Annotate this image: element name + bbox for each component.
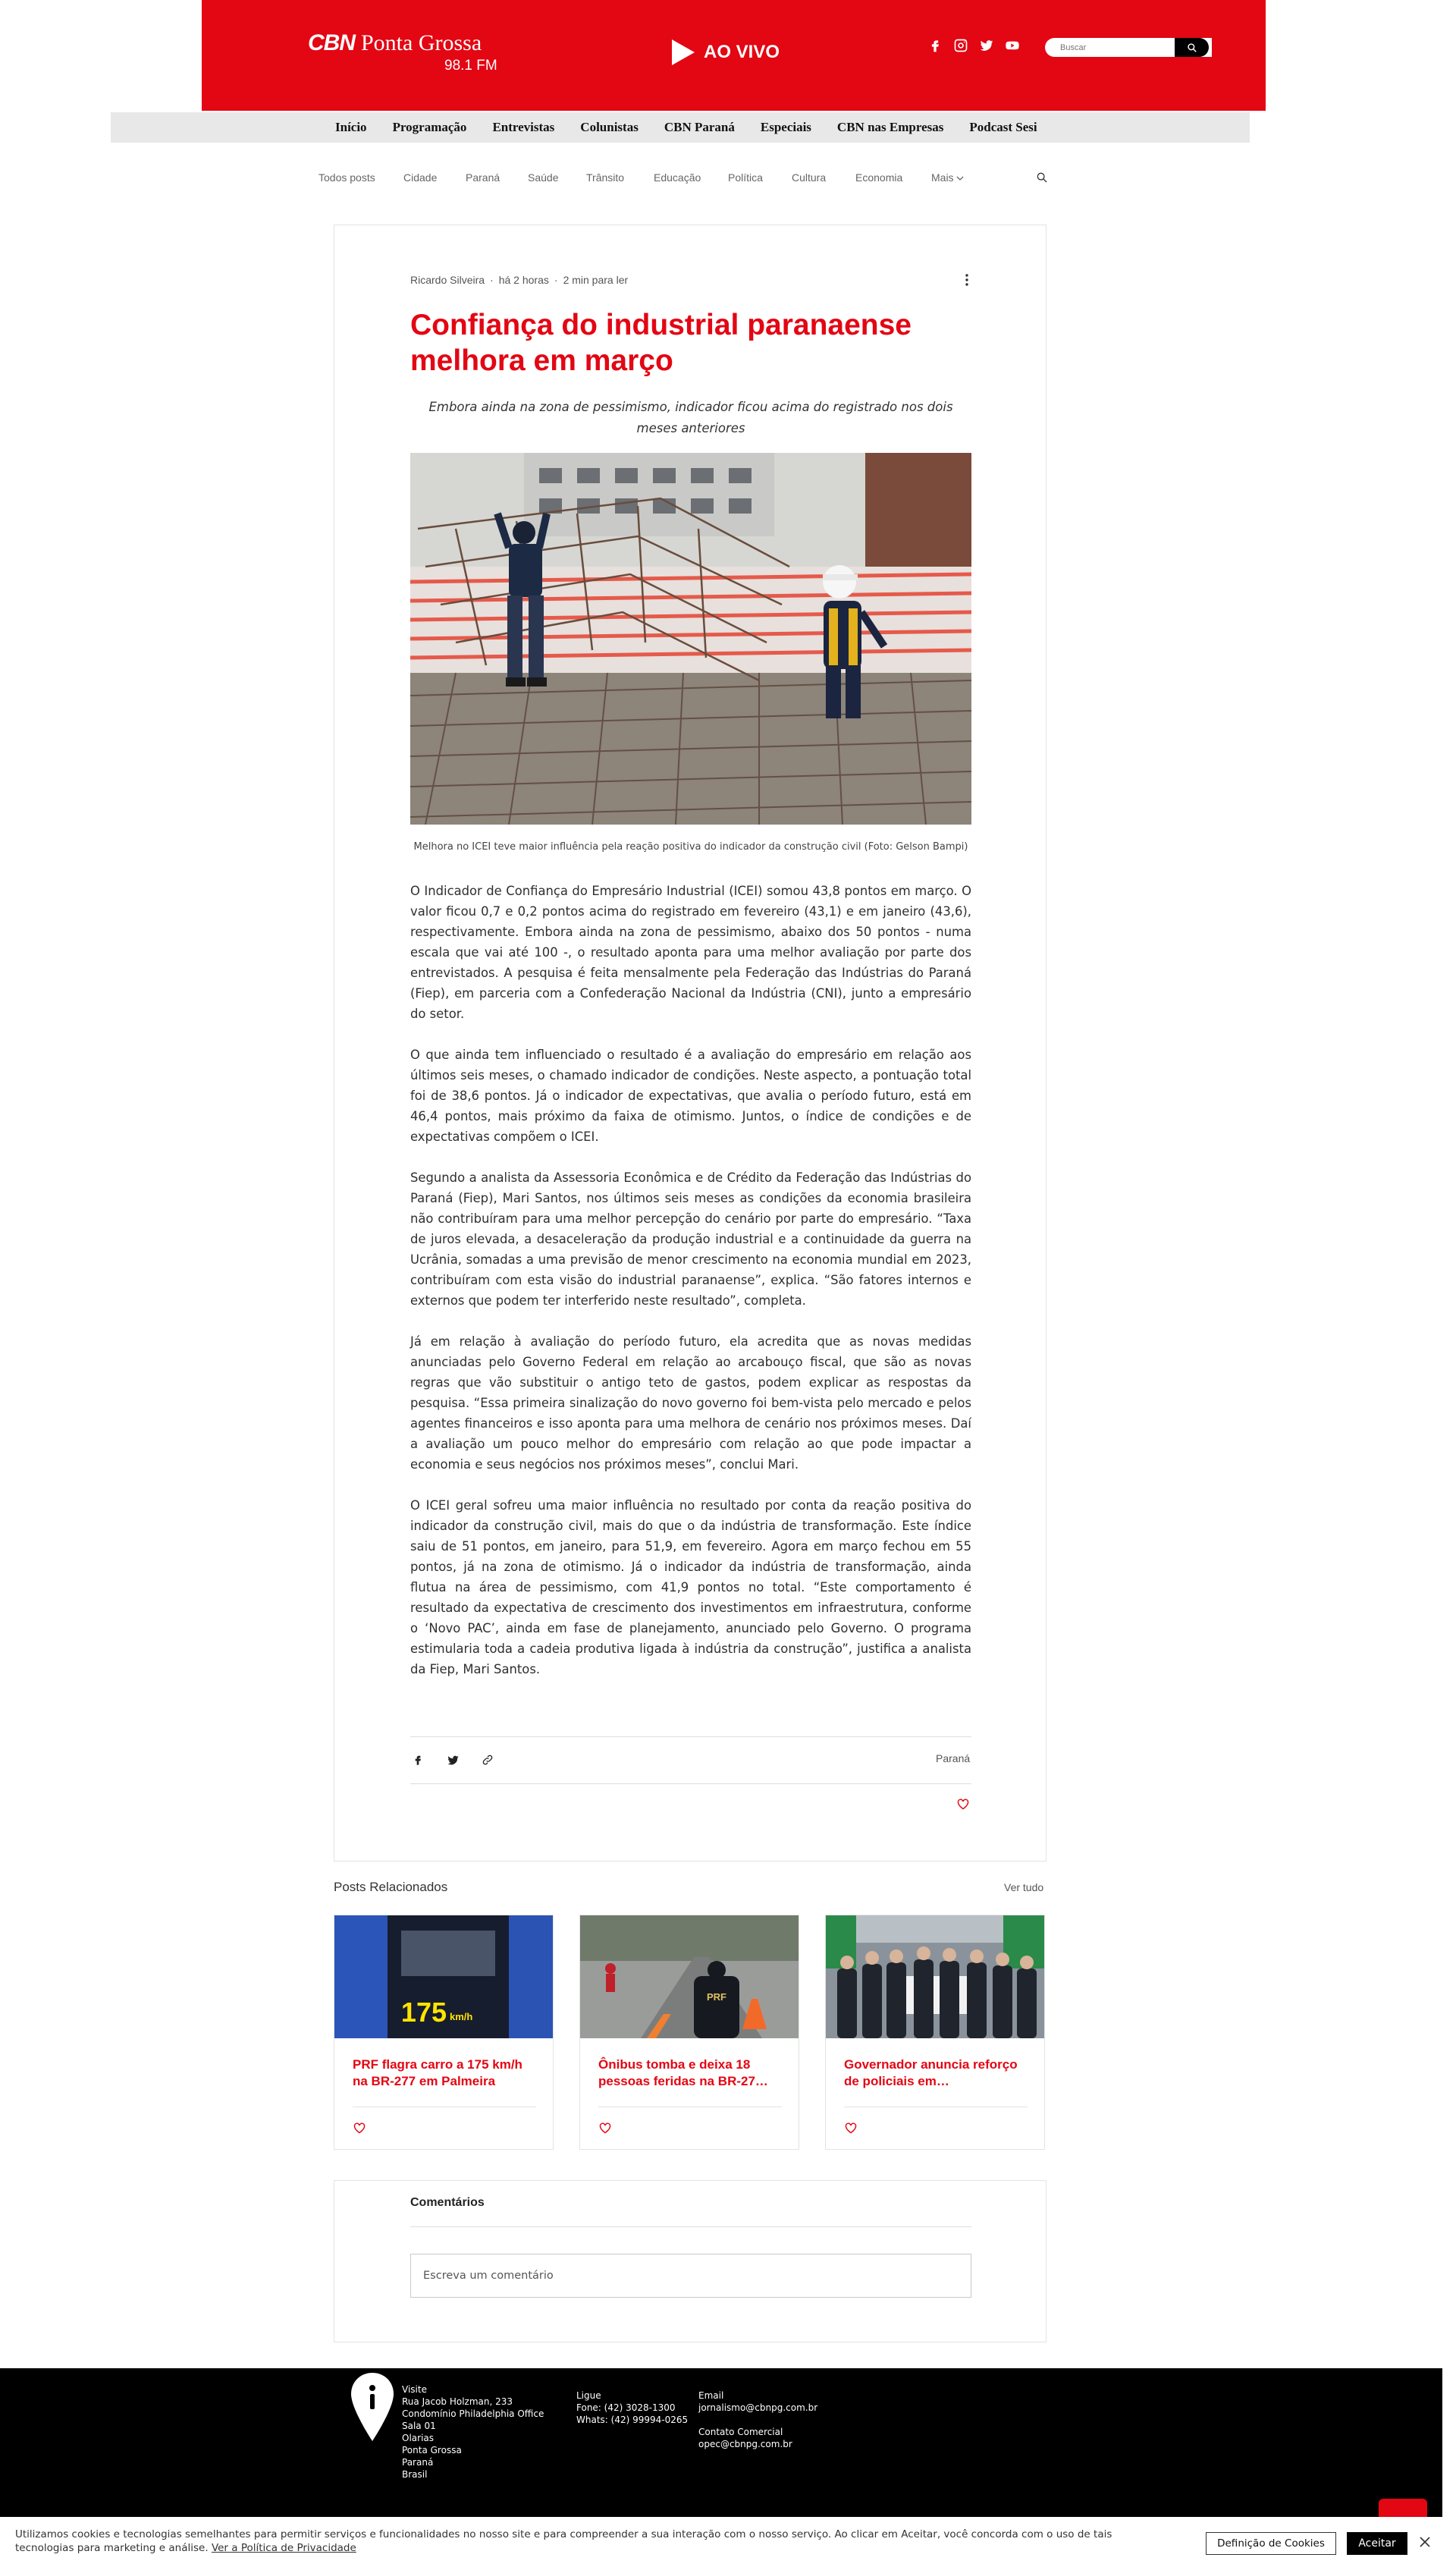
facebook-icon[interactable]	[926, 36, 944, 55]
nav-item-inicio[interactable]: Início	[335, 120, 367, 134]
category-parana[interactable]: Paraná	[466, 171, 500, 184]
nav-item-cbn-parana[interactable]: CBN Paraná	[664, 120, 735, 134]
logo-brand: CBN	[308, 30, 355, 55]
post-time: há 2 horas	[498, 274, 549, 286]
related-post-card[interactable]	[334, 1915, 554, 2150]
category-economia[interactable]: Economia	[855, 171, 903, 184]
related-post-title: PRF flagra carro a 175 km/h na BR-277 em Palmeira	[353, 2057, 522, 2088]
footer-address-line: Ponta Grossa	[402, 2445, 462, 2455]
nav-item-programacao[interactable]: Programação	[392, 120, 467, 134]
footer-commercial-heading: Contato Comercial	[698, 2427, 783, 2437]
speed-readout: 175	[400, 1997, 447, 2028]
nav-item-cbn-nas-empresas[interactable]: CBN nas Empresas	[836, 120, 944, 134]
youtube-icon[interactable]	[1003, 36, 1021, 55]
related-post-image	[580, 1915, 799, 2038]
share-bar	[410, 1752, 495, 1767]
post-title: Confiança do industrial paranaense melhora em março	[410, 309, 912, 377]
more-options-icon[interactable]	[959, 272, 974, 287]
post-meta: Ricardo Silveira · há 2 horas · 2 min para ler	[410, 274, 629, 286]
related-post-image	[334, 1915, 553, 2038]
category-cultura[interactable]: Cultura	[792, 171, 827, 184]
cookie-text	[15, 2528, 1168, 2555]
footer-address-line: Condomínio Philadelphia Office	[402, 2408, 544, 2419]
comments-heading: Comentários	[410, 2196, 485, 2209]
privacy-policy-link[interactable]: Ver a Política de Privacidade	[211, 2542, 356, 2554]
like-heart-icon[interactable]	[353, 2122, 366, 2137]
search-button[interactable]	[1175, 38, 1209, 57]
category-educacao[interactable]: Educação	[654, 171, 701, 184]
blog-search-icon[interactable]	[1036, 171, 1048, 187]
footer-email-heading: Email	[698, 2390, 724, 2401]
post-paragraph: O que ainda tem influenciado o resultado é a avaliação do empresário em relação aos últimos seis meses, o chamado indicador de condições. Neste aspecto, a pontuação total foi de 38,6 pontos. Já o indicador de expectativas, que avalia o período futuro, está em 46,4 pontos, mais próximo da faixa de otimismo. Juntos, o índice de condições e de expectativas compõem o ICEI.	[410, 1048, 971, 1144]
post-image	[410, 453, 971, 825]
category-cidade[interactable]: Cidade	[403, 171, 438, 184]
divider	[410, 1783, 971, 1784]
related-post-image	[826, 1915, 1044, 2038]
footer-address-line: Sala 01	[402, 2421, 436, 2431]
post-paragraph: O Indicador de Confiança do Empresário Industrial (ICEI) somou 43,8 pontos em março. O valor ficou 0,7 e 0,2 pontos acima do registrado em fevereiro (43,1) e em janeiro (43,6), respectivamente. Embora ainda na zona de pessimismo, abaixo dos 50 pontos - numa escala que vai até 100 -, o resultado aponta para uma melhor avaliação por parte dos entrevistados. A pesquisa é feita mensalmente pela Federação das Indústrias do Paraná (Fiep), em parceria com a Confederação Nacional da Indústria (CNI), junto a empresário do setor.	[410, 884, 971, 1021]
close-icon[interactable]	[1418, 2535, 1433, 2550]
cookie-settings-button[interactable]: Definição de Cookies	[1206, 2532, 1336, 2555]
post-paragraph: Segundo a analista da Assessoria Econômica e de Crédito da Federação das Indústrias do Paraná (Fiep), Mari Santos, nos últimos seis meses as condições da economia brasileira não contribuíram para uma melhor percepção do cenário por parte do empresário. “Taxa de juros elevada, a desaceleração da produção industrial e a continuidade da guerra na Ucrânia, somadas a uma previsão de menor crescimento na economia mundial em 2023, contribuíram com esta visão do industrial paranaense”, explica. “São fatores internos e externos que podem ter interferido neste resultado”, completa.	[410, 1170, 971, 1308]
related-post-title: Ônibus tomba e deixa 18 pessoas feridas na BR-27…	[598, 2057, 768, 2088]
footer-visit	[402, 2383, 544, 2481]
main-navigation	[111, 112, 1250, 143]
footer-address-line: Paraná	[402, 2457, 434, 2468]
category-todos-posts[interactable]: Todos posts	[318, 171, 375, 184]
location-pin-icon	[349, 2371, 396, 2447]
footer-visit-heading: Visite	[402, 2384, 427, 2395]
post-tag[interactable]: Paraná	[936, 1752, 971, 1764]
speed-unit: km/h	[450, 2011, 473, 2022]
post-paragraph: O ICEI geral sofreu uma maior influência no resultado por conta da reação positiva do indicador da construção civil, mais do que o da indústria de transformação. Este índice saiu de 51 pontos, em janeiro, para 51,9, em fevereiro. Agora em março fechou em 55 pontos, já na zona de otimismo. Já o indicador da indústria de transformação, ainda flutua na área de pessimismo, com 41,9 pontos no total. “Este comportamento é resultado da expectativa de crescimento dos investimentos em infraestrutura, conforme o ‘Novo PAC’, ainda em fase de planejamento, anunciado pelo Governo. O programa estimularia toda a cadeia produtiva ligada à indústria da construção”, justifica a analista da Fiep, Mari Santos.	[410, 1498, 971, 1676]
site-logo[interactable]	[308, 30, 497, 74]
cookie-message: Utilizamos cookies e tecnologias semelhantes para permitir serviços e funcionalidades no nosso site e para compreender a sua interação com o nosso serviço. Ao clicar em Aceitar, você concorda com o uso de tais tecnologias para marketing e análise.	[15, 2528, 1112, 2554]
category-more[interactable]	[931, 171, 964, 184]
see-all-link[interactable]: Ver tudo	[1004, 1881, 1044, 1893]
image-caption: Melhora no ICEI teve maior influência pela reação positiva do indicador da construção civil (Foto: Gelson Bampi)	[413, 841, 968, 853]
category-politica[interactable]: Política	[728, 171, 763, 184]
live-button[interactable]	[672, 39, 780, 65]
link-share-icon[interactable]	[480, 1752, 495, 1767]
footer-whatsapp[interactable]: Whats: (42) 99994-0265	[576, 2415, 689, 2425]
twitter-icon[interactable]	[977, 36, 996, 55]
like-heart-icon[interactable]	[844, 2122, 858, 2137]
category-bar	[318, 171, 1046, 187]
search-input[interactable]	[1045, 38, 1174, 57]
post-subtitle: Embora ainda na zona de pessimismo, indicador ficou acima do registrado nos dois meses anteriores	[428, 400, 953, 435]
chevron-down-icon	[956, 175, 964, 181]
live-label: AO VIVO	[704, 42, 780, 62]
related-post-title: Governador anuncia reforço de policiais em…	[844, 2057, 1018, 2088]
like-heart-icon[interactable]	[598, 2122, 612, 2137]
social-links	[926, 36, 1021, 55]
category-more-label: Mais	[931, 171, 954, 184]
facebook-share-icon[interactable]	[410, 1752, 425, 1767]
footer-email	[698, 2389, 817, 2450]
nav-item-especiais[interactable]: Especiais	[760, 120, 811, 134]
logo-name: Ponta Grossa	[361, 30, 482, 55]
related-post-card[interactable]	[825, 1915, 1045, 2150]
like-heart-icon[interactable]	[956, 1798, 970, 1813]
prf-vest-label: PRF	[707, 1991, 726, 2003]
comment-input[interactable]: Escreva um comentário	[410, 2254, 971, 2298]
footer-address-line: Olarias	[402, 2433, 435, 2443]
cookie-banner	[0, 2517, 1456, 2567]
article-card	[334, 225, 1046, 1862]
search-icon	[1187, 42, 1197, 53]
nav-item-entrevistas[interactable]: Entrevistas	[492, 120, 555, 134]
footer-commercial-email[interactable]: opec@cbnpg.com.br	[698, 2439, 792, 2449]
nav-item-podcast-sesi[interactable]: Podcast Sesi	[969, 120, 1037, 134]
footer-address-line: Rua Jacob Holzman, 233	[402, 2396, 513, 2407]
category-transito[interactable]: Trânsito	[586, 171, 625, 184]
instagram-icon[interactable]	[952, 36, 970, 55]
post-read-time: 2 min para ler	[563, 274, 629, 286]
related-post-card[interactable]	[579, 1915, 799, 2150]
nav-item-colunistas[interactable]: Colunistas	[580, 120, 639, 134]
site-header	[202, 0, 1266, 111]
post-paragraph: Já em relação à avaliação do período futuro, ela acredita que as novas medidas anunciadas pelo Governo Federal em relação ao arcabouço fiscal, que são as novas regras que vão substituir o antigo teto de gastos, podem explicar as respostas da pesquisa. “Essa primeira sinalização do novo governo foi bem-vista pelo mercado e pelos agentes financeiros e isso aponta para uma melhora de cenário nos próximos meses. Daí a avaliação um pouco melhor do empresário com relação ao que pode impactar a economia e seus negócios nos próximos meses”, conclui Mari.	[410, 1334, 971, 1472]
comments-section	[334, 2180, 1046, 2342]
footer-address-line: Brasil	[402, 2469, 428, 2480]
footer-call	[576, 2389, 688, 2426]
cookie-accept-button[interactable]: Aceitar	[1347, 2532, 1407, 2555]
footer-call-heading: Ligue	[576, 2390, 601, 2401]
divider	[410, 1736, 971, 1737]
logo-frequency: 98.1 FM	[444, 58, 497, 74]
divider	[410, 2226, 971, 2227]
post-author[interactable]: Ricardo Silveira	[410, 274, 485, 286]
footer-phone[interactable]: Fone: (42) 3028-1300	[576, 2402, 676, 2413]
category-saude[interactable]: Saúde	[528, 171, 559, 184]
post-body	[410, 881, 971, 1700]
play-icon	[672, 39, 695, 65]
footer-email-link[interactable]: jornalismo@cbnpg.com.br	[698, 2402, 818, 2413]
twitter-share-icon[interactable]	[445, 1752, 460, 1767]
related-heading: Posts Relacionados	[334, 1880, 448, 1894]
